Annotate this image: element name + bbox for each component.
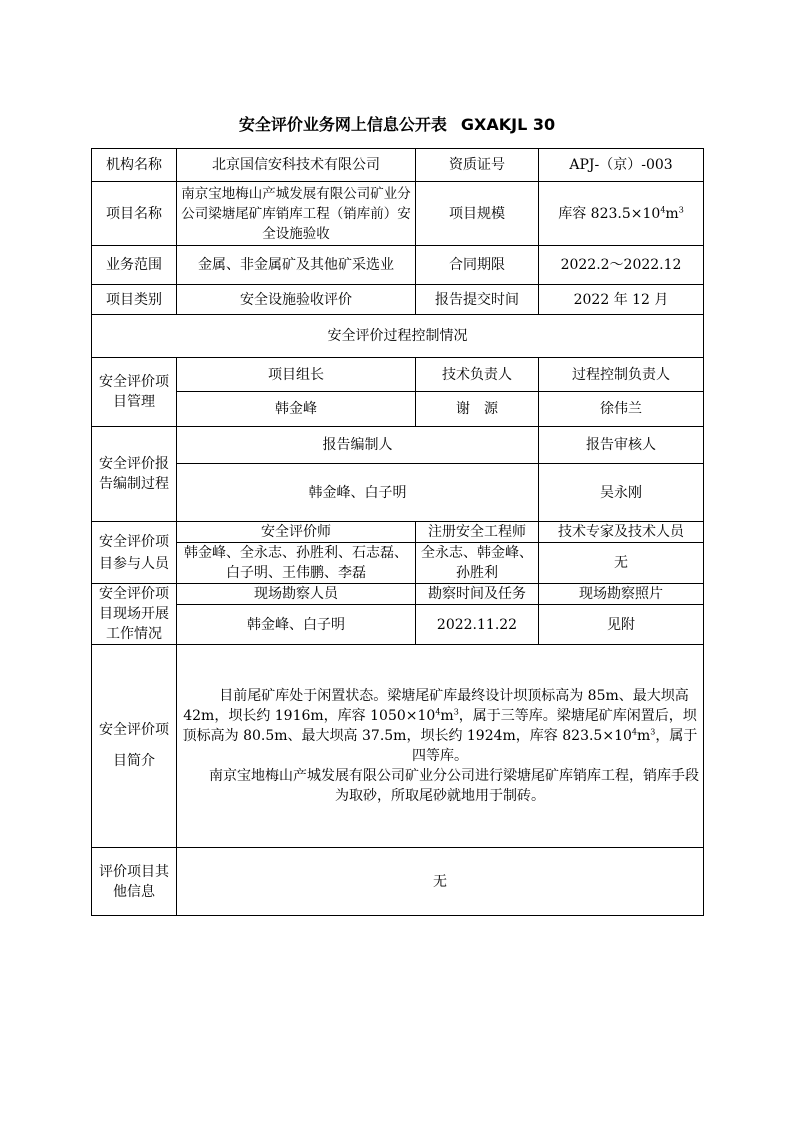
site-val-time: 2022.11.22 <box>416 605 539 645</box>
row-other <box>92 848 704 916</box>
project-label: 项目名称 <box>92 182 177 246</box>
prep-val-reviewer: 吴永刚 <box>539 464 704 522</box>
period-label: 合同期限 <box>416 246 539 285</box>
prep-col-reviewer: 报告审核人 <box>539 427 704 464</box>
row-intro <box>92 645 704 848</box>
process-header: 安全评价过程控制情况 <box>92 315 704 358</box>
row-site-heads <box>92 584 704 605</box>
row-org <box>92 149 704 182</box>
row-scope <box>92 246 704 285</box>
scale-number: 库容 823.5×10 <box>558 205 661 222</box>
site-col-photos: 现场勘察照片 <box>539 584 704 605</box>
type-value: 安全设施验收评价 <box>177 285 416 315</box>
row-process-header <box>92 315 704 358</box>
scope-label: 业务范围 <box>92 246 177 285</box>
prep-label: 安全评价报告编制过程 <box>92 427 177 522</box>
prep-val-author: 韩金峰、白子明 <box>177 464 539 522</box>
other-value: 无 <box>177 848 704 916</box>
org-value: 北京国信安科技术有限公司 <box>177 149 416 182</box>
disclosure-table <box>91 148 704 916</box>
other-label: 评价项目其他信息 <box>92 848 177 916</box>
participants-label: 安全评价项目参与人员 <box>92 522 177 584</box>
row-type <box>92 285 704 315</box>
part-col-evaluator: 安全评价师 <box>177 522 416 543</box>
mgmt-col-leader: 项目组长 <box>177 358 416 392</box>
page-title <box>0 112 794 135</box>
row-prep-vals <box>92 464 704 522</box>
mgmt-val-tech: 谢 源 <box>416 392 539 427</box>
site-work-label: 安全评价项目现场开展工作情况 <box>92 584 177 645</box>
intro-label: 安全评价项目简介 <box>92 645 177 848</box>
row-part-vals <box>92 543 704 584</box>
part-val-expert: 无 <box>539 543 704 584</box>
row-part-heads <box>92 522 704 543</box>
part-col-expert: 技术专家及技术人员 <box>539 522 704 543</box>
scope-value: 金属、非金属矿及其他矿采选业 <box>177 246 416 285</box>
cert-value: APJ-（京）-003 <box>539 149 704 182</box>
intro-paragraph-1: 目前尾矿库处于闲置状态。梁塘尾矿库最终设计坝顶标高为 85m、最大坝高 42m，坝长约 1916m，库容 $1050\times 10^4m^3$，属于三等库。梁塘尾矿库闲置后，坝顶标高为 80.5m、最大坝高 37.5m，坝长约 1924m，库容 $823.5\times 10^4m^3$，属于四等库。 <box>182 688 698 764</box>
mgmt-val-leader: 韩金峰 <box>177 392 416 427</box>
title-text: 安全评价业务网上信息公开表 <box>238 115 447 134</box>
scale-unit-exponent: 3 <box>678 204 684 214</box>
period-value: 2022.2～2022.12 <box>539 246 704 285</box>
row-site-vals <box>92 605 704 645</box>
site-val-staff: 韩金峰、白子明 <box>177 605 416 645</box>
part-val-evaluator: 韩金峰、全永志、孙胜利、石志磊、白子明、王伟鹏、李磊 <box>177 543 416 584</box>
submit-value: 2022 年 12 月 <box>539 285 704 315</box>
scale-unit: m <box>665 205 679 222</box>
mgmt-col-control: 过程控制负责人 <box>539 358 704 392</box>
intro-paragraph-2: 南京宝地梅山产城发展有限公司矿业分公司进行梁塘尾矿库销库工程，销库手段为取砂，所取尾砂就地用于制砖。 <box>209 768 699 804</box>
cert-label: 资质证号 <box>416 149 539 182</box>
site-col-staff: 现场勘察人员 <box>177 584 416 605</box>
scale-label: 项目规模 <box>416 182 539 246</box>
submit-label: 报告提交时间 <box>416 285 539 315</box>
site-col-time: 勘察时间及任务 <box>416 584 539 605</box>
part-val-engineer: 全永志、韩金峰、孙胜利 <box>416 543 539 584</box>
row-project <box>92 182 704 246</box>
scale-value <box>539 182 704 246</box>
row-mgmt-heads <box>92 358 704 392</box>
row-prep-heads <box>92 427 704 464</box>
mgmt-label: 安全评价项目管理 <box>92 358 177 427</box>
mgmt-col-tech: 技术负责人 <box>416 358 539 392</box>
form-code: GXAKJL 30 <box>460 115 556 134</box>
prep-col-author: 报告编制人 <box>177 427 539 464</box>
mgmt-val-control: 徐伟兰 <box>539 392 704 427</box>
project-value: 南京宝地梅山产城发展有限公司矿业分公司梁塘尾矿库销库工程（销库前）安全设施验收 <box>177 182 416 246</box>
org-label: 机构名称 <box>92 149 177 182</box>
intro-text <box>177 645 704 848</box>
scale-exponent: 4 <box>660 204 666 214</box>
type-label: 项目类别 <box>92 285 177 315</box>
row-mgmt-vals <box>92 392 704 427</box>
part-col-engineer: 注册安全工程师 <box>416 522 539 543</box>
site-val-photos: 见附 <box>539 605 704 645</box>
